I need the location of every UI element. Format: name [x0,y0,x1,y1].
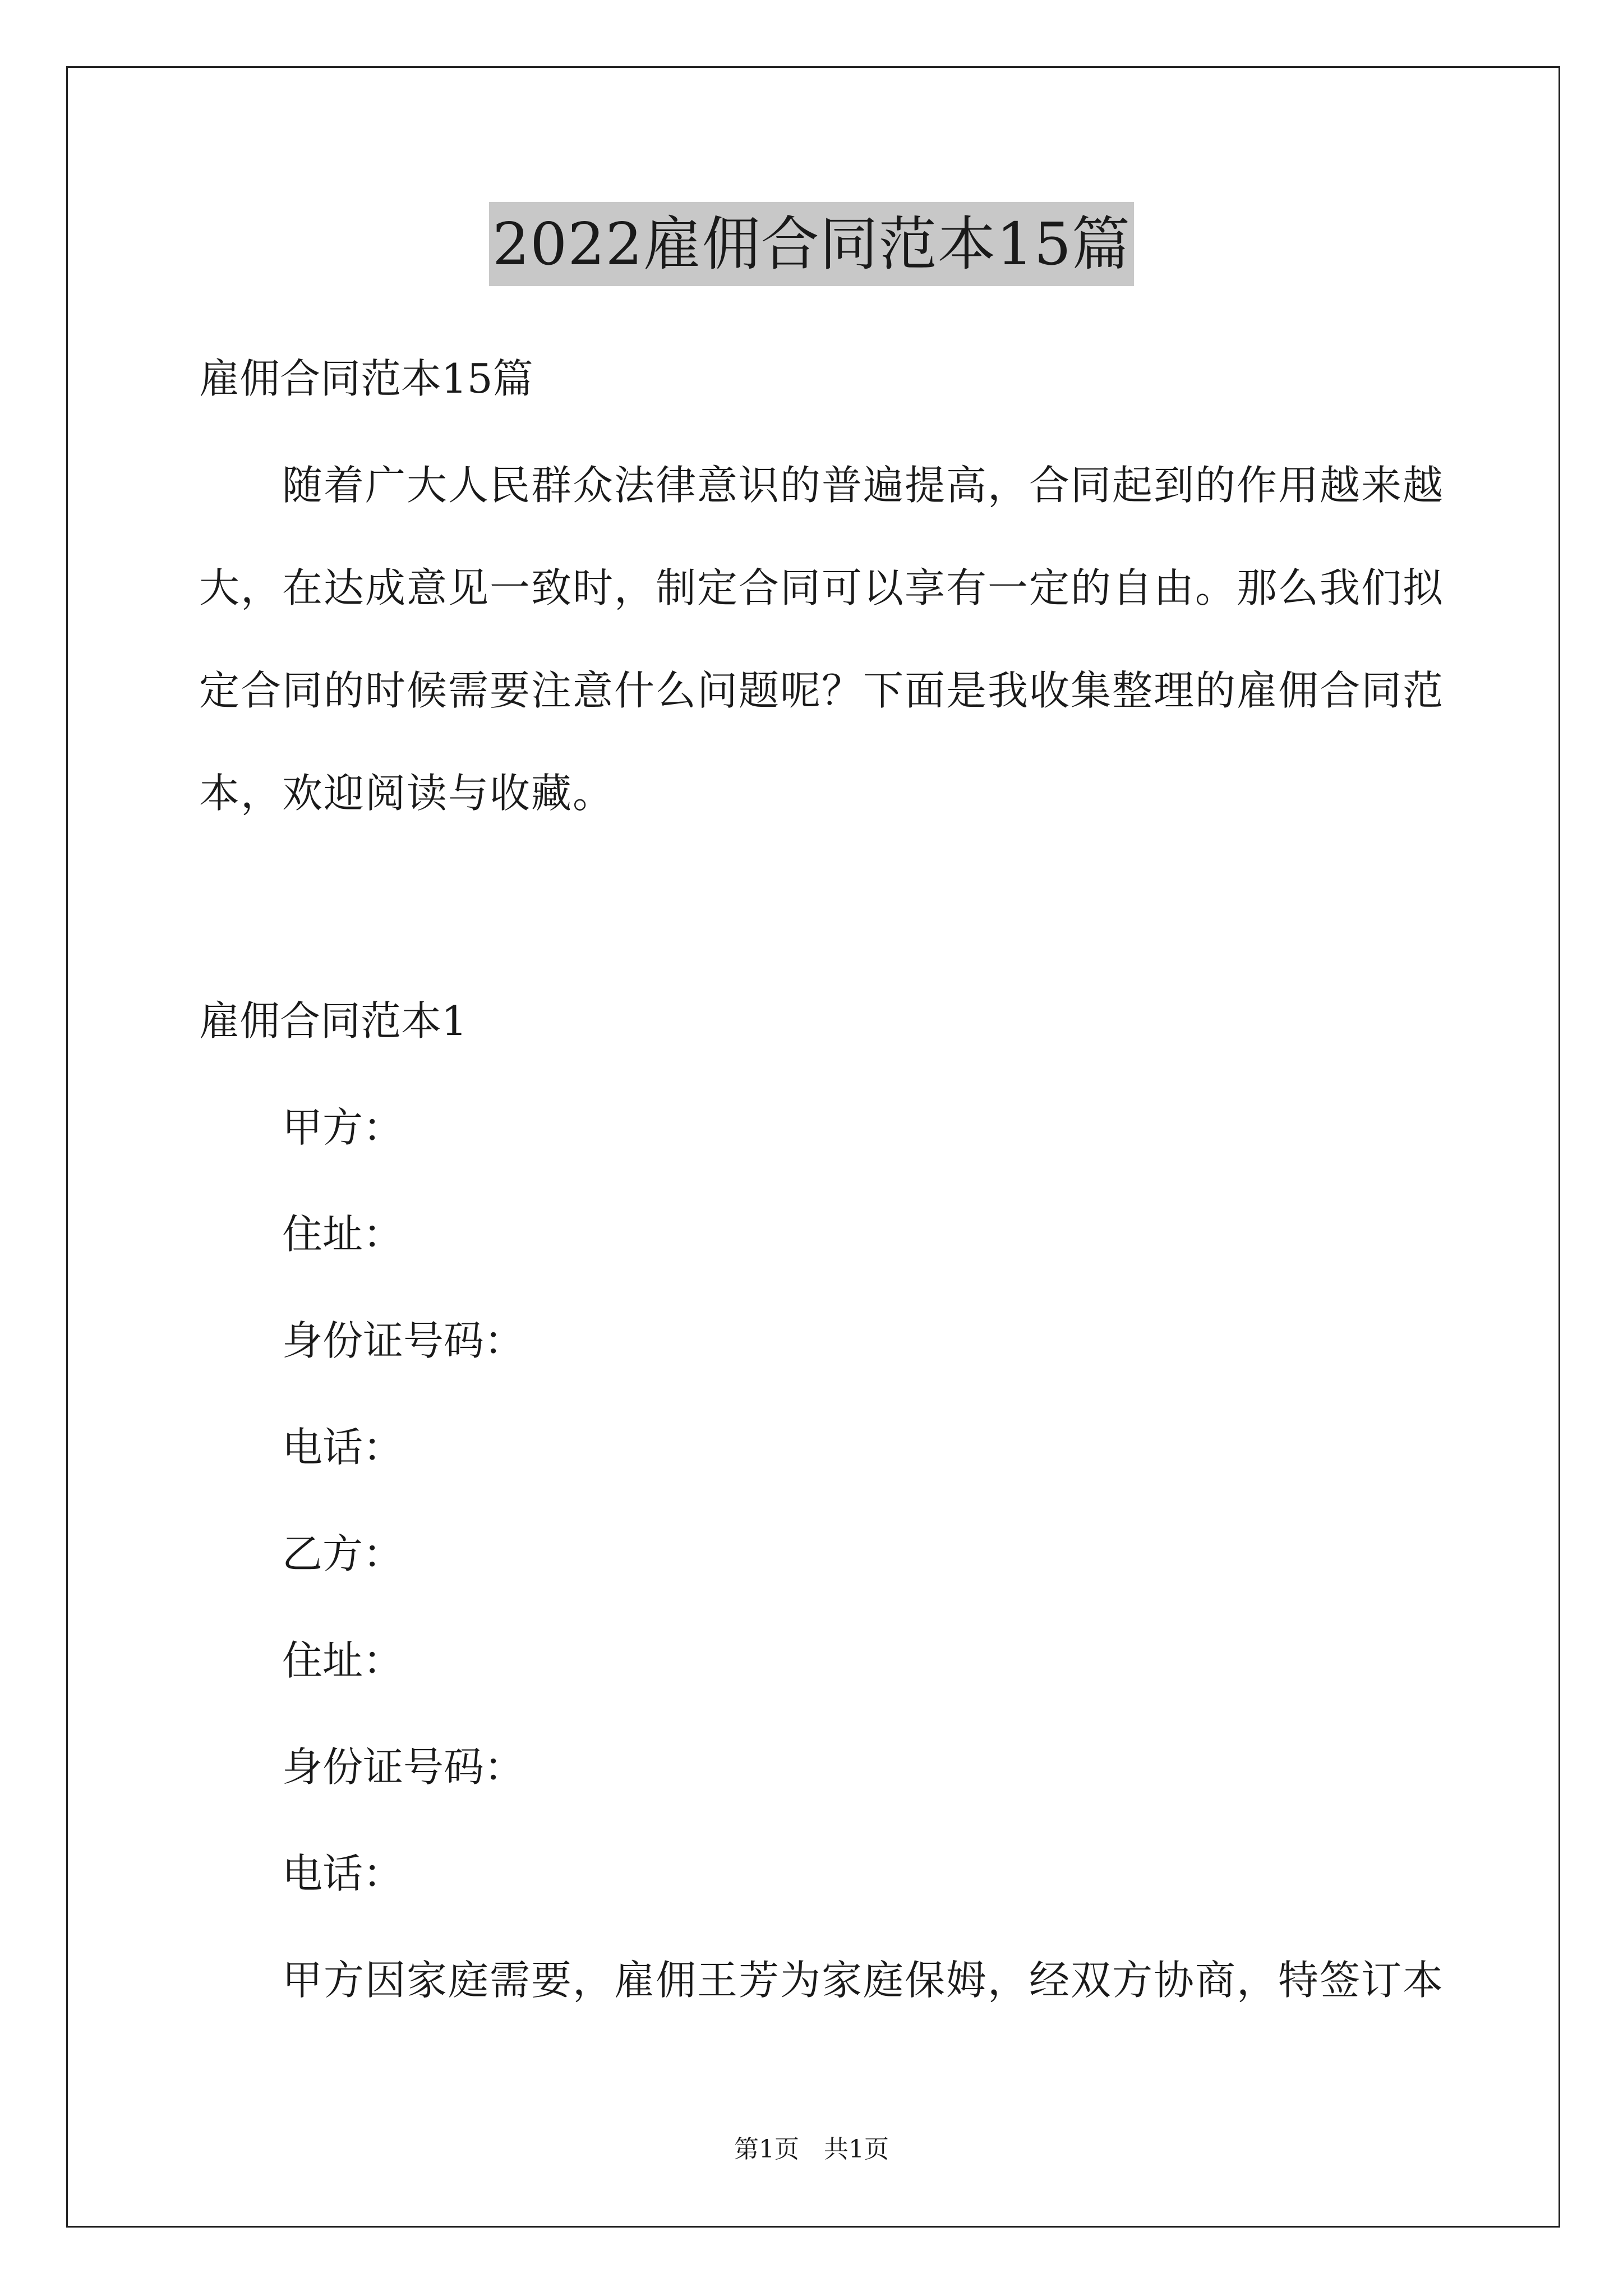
intro-line: 定合同的时候需要注意什么问题呢？下面是我收集整理的雇佣合同范 [199,667,1445,714]
field-label: 电话： [282,1850,404,1897]
field-label: 住址： [282,1637,404,1684]
intro-line: 大，在达成意见一致时，制定合同可以享有一定的自由。那么我们拟 [199,564,1445,611]
intro-line: 本，欢迎阅读与收藏。 [199,770,615,817]
title-container [0,202,1623,286]
field-label: 乙方： [282,1530,404,1577]
field-label: 身份证号码： [282,1317,525,1364]
body-text-line: 甲方因家庭需要，雇佣王芳为家庭保姆，经双方协商，特签订本 [282,1957,1445,2004]
field-label: 住址： [282,1211,404,1258]
intro-line: 随着广大人民群众法律意识的普遍提高，合同起到的作用越来越 [282,462,1445,509]
field-label: 电话： [282,1424,404,1471]
intro-paragraph [199,457,1445,868]
page-footer: 第1页 共1页 [734,2135,889,2164]
field-label: 身份证号码： [282,1743,525,1791]
section-heading: 雇佣合同范本1 [199,997,467,1045]
document-title: 2022雇佣合同范本15篇 [489,202,1134,286]
document-subtitle: 雇佣合同范本15篇 [199,355,533,402]
field-label: 甲方： [282,1104,404,1151]
